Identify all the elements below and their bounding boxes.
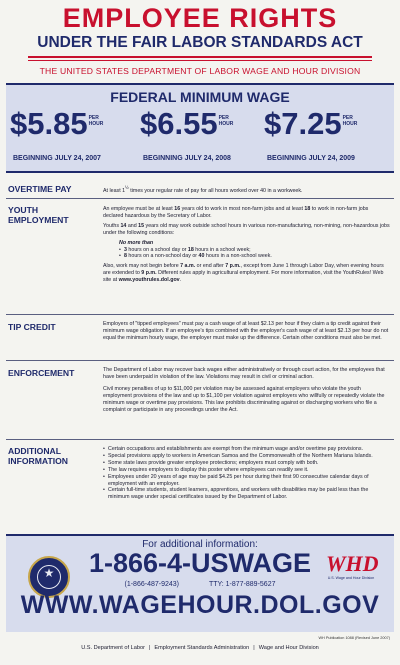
phone-numeric[interactable]: (1-866-487-9243) — [124, 581, 179, 588]
wage-rate-2009 — [264, 105, 389, 162]
website-link[interactable]: WWW.WAGEHOUR.DOL.GOV — [20, 591, 380, 619]
overtime-text: At least $1^{\frac{1}{2}}$ times your regular rate of pay for all hours worked over 40 in a workweek. — [103, 185, 303, 194]
whd-logo-icon: WHD U.S. Wage and Hour Division — [326, 551, 379, 580]
poster-title: EMPLOYEE RIGHTS — [62, 3, 338, 33]
list-item: • Certain full-time students, student learners, apprentices, and workers with disabilities may be paid less than the minimum wage under special certificates issued by the Department of Labor. — [103, 487, 390, 501]
tip-credit-text: Employers of "tipped employees" must pay a cash wage of at least $2.13 per hour if they claim a tip credit against their minimum wage obligation. If an employee's tips combined with the employer's cash wage of at least $2.13 per hour do not equal the minimum hourly wage, the employer must make up the difference. Certain other conditions must also be met. — [103, 321, 389, 341]
red-rule-thin — [28, 60, 372, 61]
divider — [6, 360, 394, 361]
per-hour-label: PER HOUR — [342, 115, 358, 127]
minimum-wage-title: FEDERAL MINIMUM WAGE — [110, 89, 290, 105]
divider — [6, 198, 394, 199]
minimum-wage-box — [6, 83, 394, 173]
wage-amount: $6.55 — [140, 106, 218, 141]
list-item: • Special provisions apply to workers in American Samoa and the Commonwealth of the Northern Mariana Islands. — [103, 453, 390, 460]
publication-number: WH Publication 1088 (Revised June 2007) — [318, 636, 390, 640]
wage-date: BEGINNING JULY 24, 2007 — [13, 155, 101, 162]
phone-details — [6, 581, 394, 588]
list-item: • Some state laws provide greater employee protections; employers must comply with both. — [103, 460, 390, 467]
hour-limits: No more than • 3 hours on a school day or 18 hours in a school week; • 8 hours on a non-school day or 40 hours in a non-school week. — [119, 240, 390, 261]
footer: U.S. Department of Labor | Employment Standards Administration | Wage and Hour Division — [81, 645, 319, 651]
per-hour-label: PER HOUR — [88, 115, 104, 127]
wage-amount: $7.25 — [264, 106, 342, 141]
wage-date: BEGINNING JULY 24, 2009 — [267, 155, 355, 162]
red-rule-top — [28, 56, 372, 58]
youth-employment-text: An employee must be at least 16 years old to work in most non-farm jobs and at least 18 to work in non-farm jobs declared hazardous by the Secretary of Labor. Youths 14 and 15 years old may work outside school hours in various non-manufacturing, non-mining, non-hazardous jobs under the following conditions: No more than • 3 hours on a school day or 18 hours in a school week; • 8 hours on a non-school day or 40 hours in a non-school week. Also, work may not begin before 7 a.m. or end after 7 p.m., except from June 1 through Labor Day, when evening hours are extended to 9 p.m. Different rules apply in agricultural employment. For more information, visit the YouthRules! Web site at www.youthrules.dol.gov. — [103, 206, 390, 287]
footer-item: U.S. Department of Labor — [81, 645, 145, 651]
contact-box — [6, 534, 394, 632]
poster-subtitle: UNDER THE FAIR LABOR STANDARDS ACT — [37, 34, 363, 51]
youth-employment-label: YOUTH EMPLOYMENT — [8, 205, 69, 225]
tip-credit-label: TIP CREDIT — [8, 322, 56, 332]
additional-info-heading: For additional information: — [142, 539, 258, 550]
department-line: THE UNITED STATES DEPARTMENT OF LABOR WAGE AND HOUR DIVISION — [39, 66, 361, 76]
department-seal-icon: ★ — [28, 556, 70, 598]
wage-date: BEGINNING JULY 24, 2008 — [143, 155, 231, 162]
wage-rate-2008 — [140, 105, 265, 162]
wage-rate-2007 — [10, 105, 135, 162]
footer-item: Employment Standards Administration — [154, 645, 250, 651]
divider — [6, 314, 394, 315]
additional-information-list — [103, 446, 390, 501]
divider — [6, 439, 394, 440]
list-item: • The law requires employers to display this poster where employees can readily see it. — [103, 467, 390, 474]
enforcement-label: ENFORCEMENT — [8, 368, 75, 378]
tty-number[interactable]: TTY: 1-877-889-5627 — [208, 581, 276, 588]
list-item: • Employees under 20 years of age may be paid $4.25 per hour during their first 90 consecutive calendar days of employment with an employer. — [103, 474, 390, 488]
additional-information-label: ADDITIONAL INFORMATION — [8, 446, 68, 466]
overtime-label: OVERTIME PAY — [8, 184, 72, 194]
list-item: • Certain occupations and establishments are exempt from the minimum wage and/or overtime pay provisions. — [103, 446, 390, 453]
footer-item: Wage and Hour Division — [258, 645, 319, 651]
wage-amount: $5.85 — [10, 106, 88, 141]
enforcement-text: The Department of Labor may recover back wages either administratively or through court action, for the employees that have been underpaid in violation of the law. Violations may result in civil or criminal action. Civil money penalties of up to $11,000 per violation may be assessed against employers who violate the youth employment provisions of the law and up to $1,100 per violation against employers who willfully or repeatedly violate the minimum wage or overtime pay provisions. This law prohibits discriminating against or discharging workers who file a complaint or participate in any proceedings under the Act. — [103, 367, 385, 413]
phone-number[interactable]: 1-866-4-USWAGE — [88, 548, 312, 578]
per-hour-label: PER HOUR — [218, 115, 234, 127]
youthrules-link[interactable]: www.youthrules.dol.gov — [118, 277, 180, 284]
